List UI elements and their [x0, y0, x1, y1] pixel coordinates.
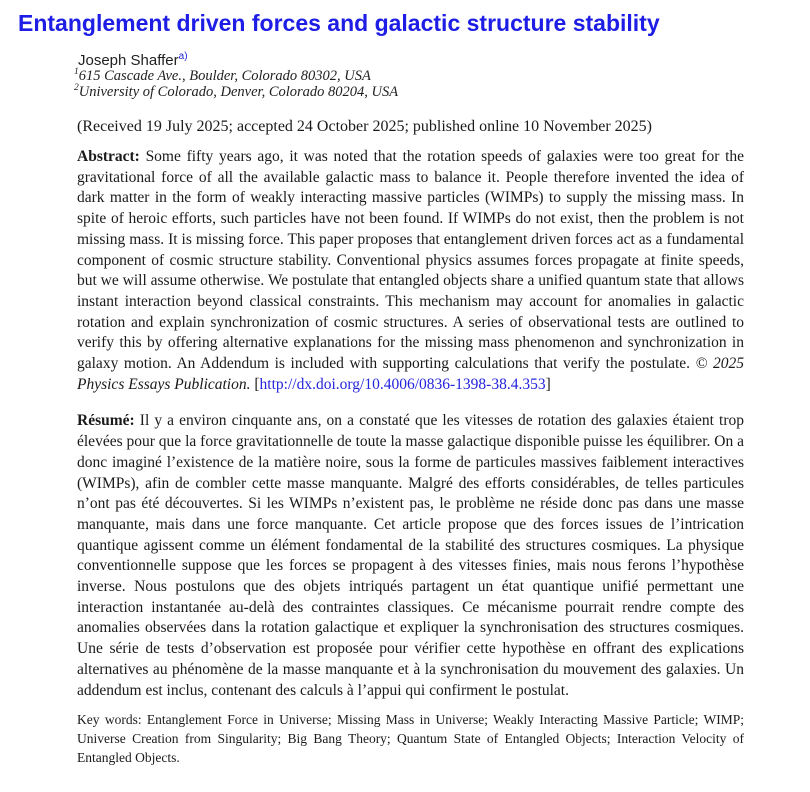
keywords-paragraph [77, 710, 744, 767]
doi-bracket-open: [ [254, 375, 260, 393]
affiliation-1 [74, 69, 744, 85]
author-line [78, 52, 744, 69]
doi-link[interactable]: http://dx.doi.org/10.4006/0836-1398-38.4.353 [259, 375, 546, 393]
byline-block [74, 51, 744, 100]
resume-text: Il y a environ cinquante ans, on a constaté que les vitesses de rotation des galaxies étaient trop élevées pour que la force gravitationnelle de toute la masse galactique disponible puisse les équilibrer. On a donc imaginé l’existence de la matière noire, sous la forme de particules massives faiblement interactives (WIMPs), afin de combler cette masse manquante. Malgré des efforts considérables, de telles particules n’ont pas été découvertes. Si les WIMPs n’existent pas, le problème ne réside donc pas dans une masse manquante, mais dans une force manquante. Cet article propose que des forces issues de l’intrication quantique agissent comme un élément fondamental de la stabilité des structures cosmiques. La physique conventionnelle suppose que les forces se propagent à des vitesses finies, mais nous ferons l’hypothèse inverse. Nous postulons que des objets intriqués partagent un état quantique unifié permettant une interaction instantanée au-delà des contraintes classiques. Ce mécanisme pourrait rendre compte des anomalies observées dans la rotation galactique et expliquer la synchronisation des structures cosmiques. Une série de tests d’observation est proposée pour vérifier cette hypothèse en offrant des explications alternatives au phénomène de la masse manquante et à la synchronisation du mouvement des galaxies. Un addendum est inclus, contenant des calculs à l’appui qui confirment le postulat. [77, 412, 745, 699]
copyright-notice: © 2025 Physics Essays Publication. [77, 355, 744, 393]
author-name: Joseph Shaffer [78, 52, 179, 69]
keywords-label: Key words: [77, 712, 142, 728]
resume-paragraph [77, 411, 744, 701]
resume-label: Résumé: [77, 412, 135, 430]
abstract-paragraph [77, 147, 744, 395]
affiliation-2-marker: 2 [74, 82, 79, 93]
abstract-label: Abstract: [77, 148, 140, 165]
affiliation-1-marker: 1 [74, 67, 79, 78]
keywords-text: Entanglement Force in Universe; Missing Mass in Universe; Weakly Interacting Massive Particle; WIMP; Universe Creation from Singularity; Big Bang Theory; Quantum State of Entangled Objects; Interaction Velocity of Entangled Objects. [77, 712, 744, 766]
affiliation-2 [74, 82, 744, 101]
paper-title: Entanglement driven forces and galactic structure stability [18, 10, 660, 36]
affiliation-1-text: 615 Cascade Ave., Boulder, Colorado 80302, USA [78, 68, 371, 84]
affiliation-2-text: University of Colorado, Denver, Colorado 80204, USA [78, 83, 399, 100]
publication-history-line: (Received 19 July 2025; accepted 24 October 2025; published online 10 November 2025) [77, 118, 652, 135]
abstract-text: Some fifty years ago, it was noted that the rotation speeds of galaxies were too great for the gravitational force of all the available galactic mass to balance it. People therefore invented the idea of dark matter in the form of weakly interacting massive particles (WIMPs) to supply the missing mass. In spite of heroic efforts, such particles have not been found. If WIMPs do not exist, then the problem is not missing mass. It is missing force. This paper proposes that entanglement driven forces act as a fundamental component of cosmic structure stability. Conventional physics assumes forces propagate at finite speeds, but we will assume otherwise. We postulate that entangled objects share a unified quantum state that allows instant interaction beyond classical constraints. This mechanism may account for anomalies in galactic rotation and explain synchronization of cosmic structures. A series of observational tests are outlined to verify this by offering alternative explanations for the missing mass phenomenon and synchronization in galaxy motion. An Addendum is included with supporting calculations that verify the postulate. [77, 148, 745, 373]
doi-bracket-close: ] [545, 375, 551, 393]
author-footnote-mark[interactable]: a) [178, 51, 188, 62]
